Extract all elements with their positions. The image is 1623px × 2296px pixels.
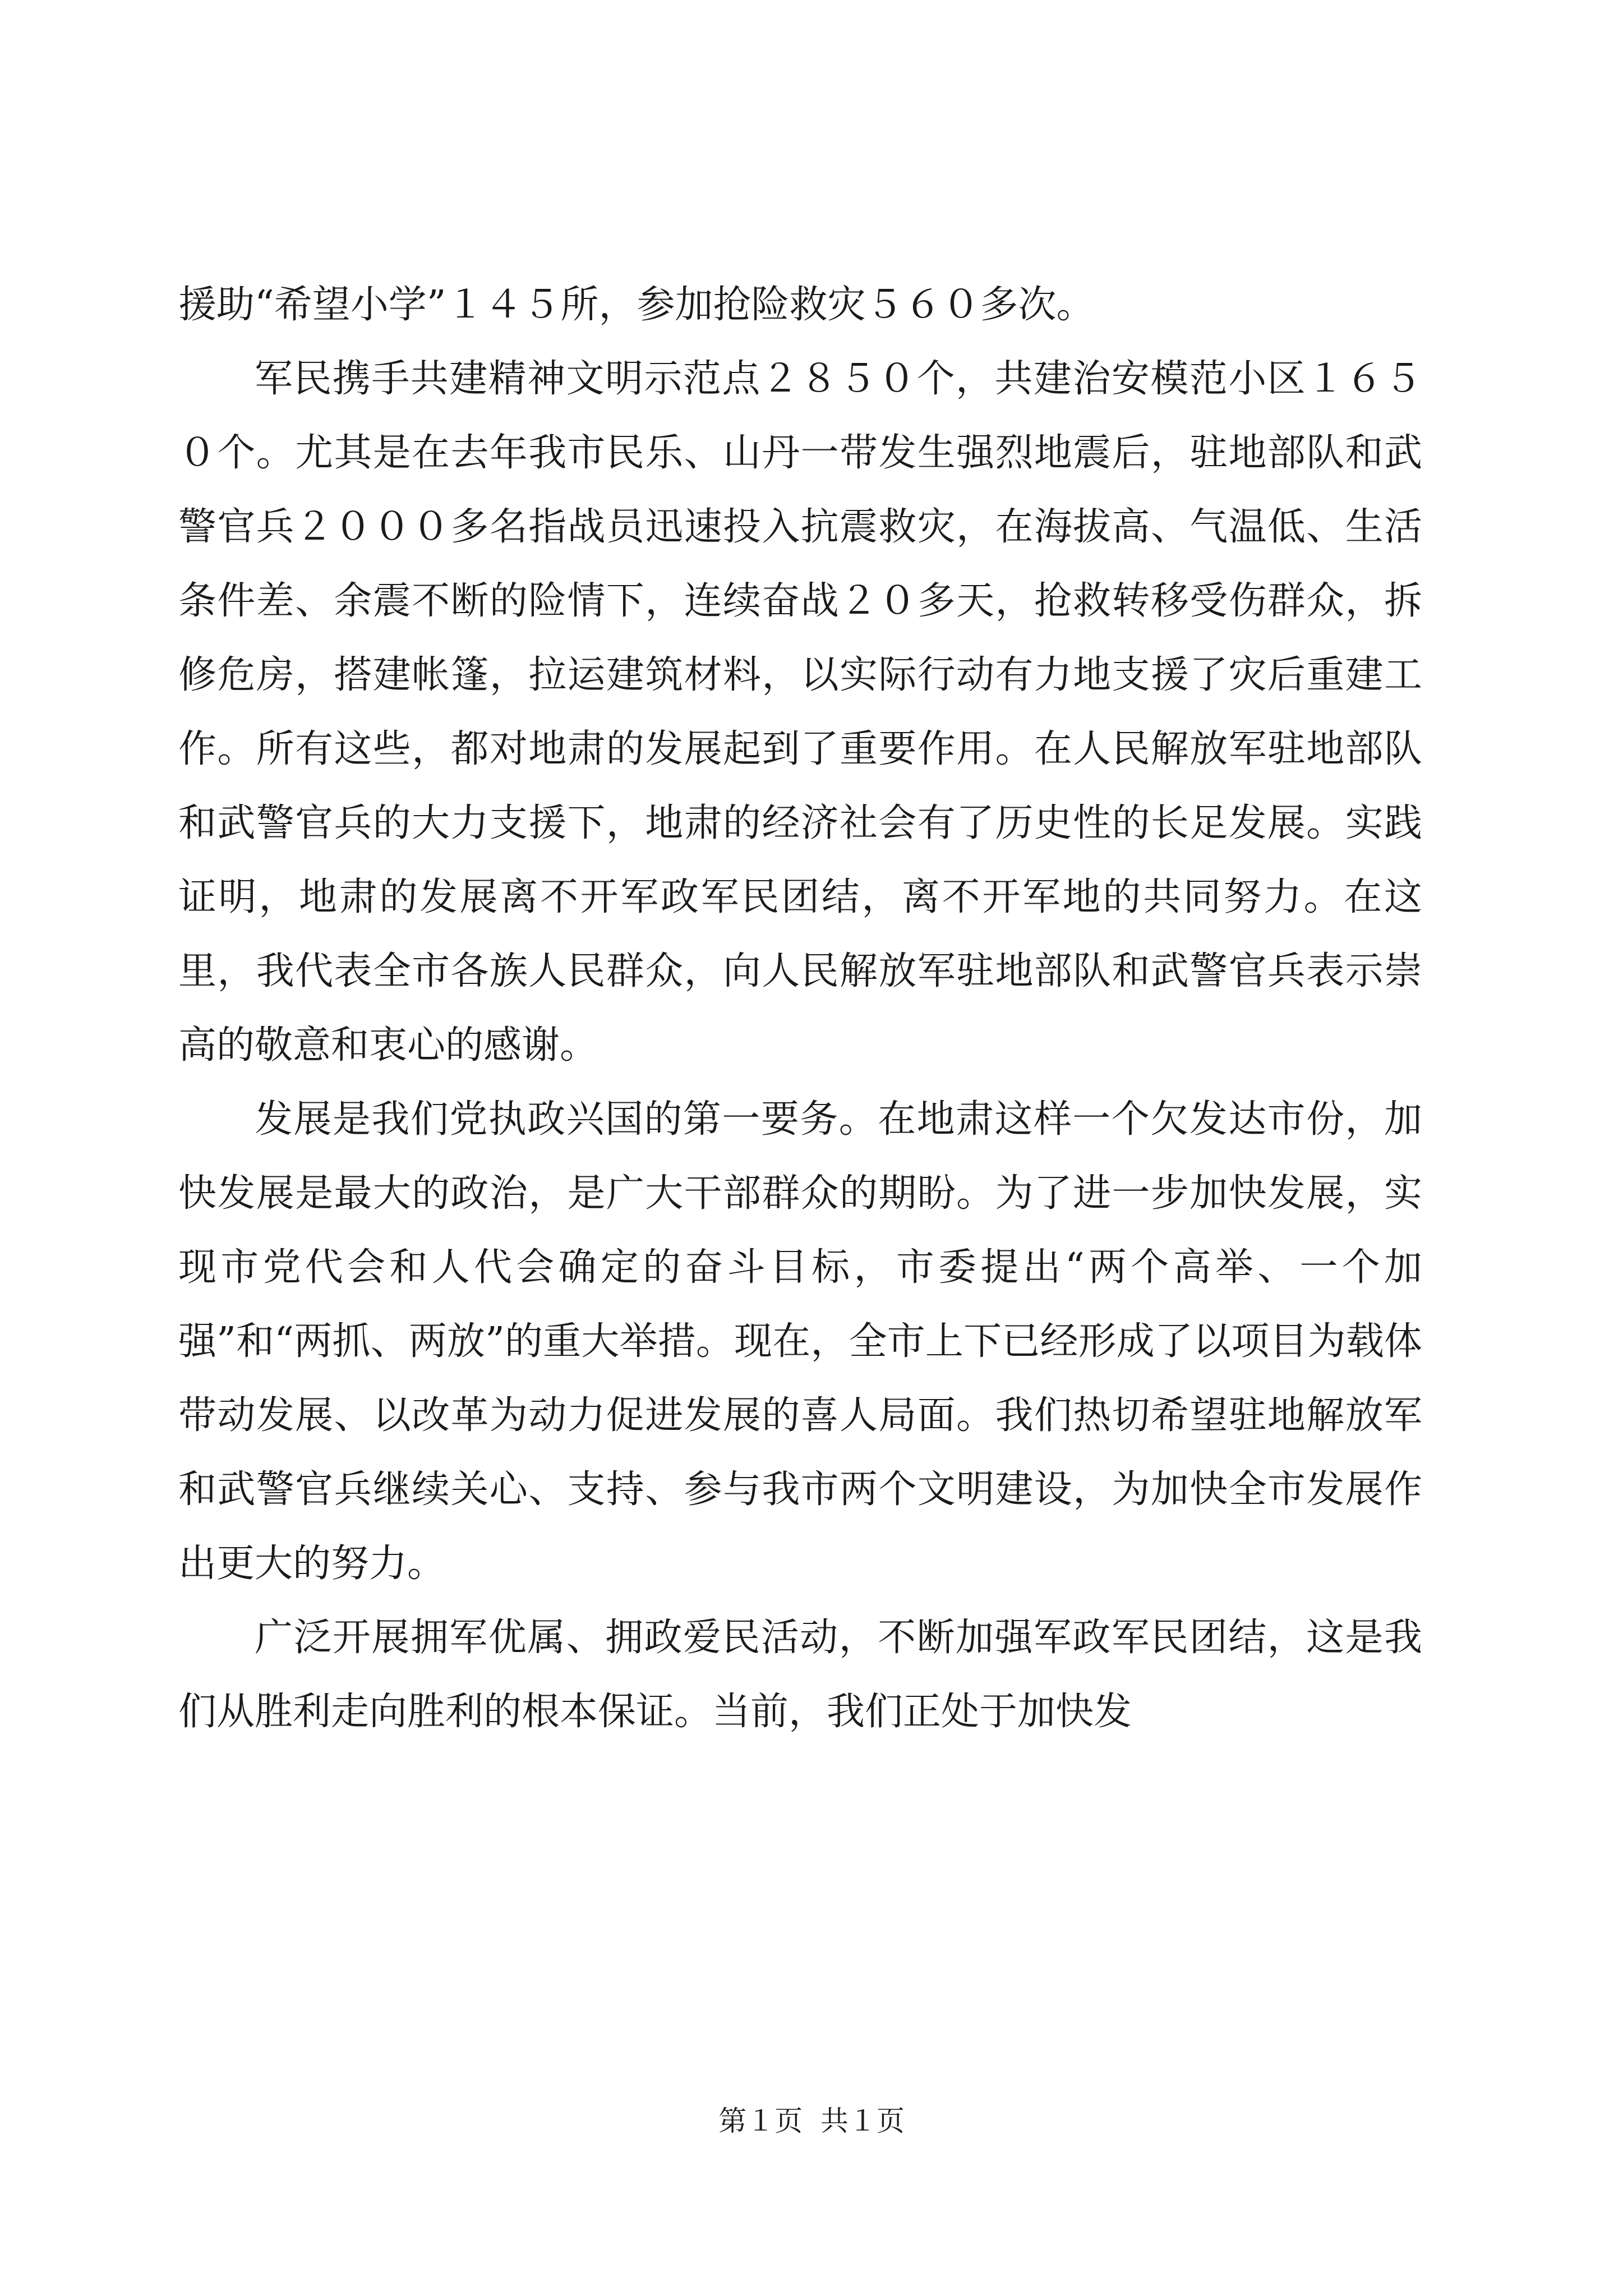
paragraph-3: 发展是我们党执政兴国的第一要务。在地肃这样一个欠发达市份，加快发展是最大的政治，是广大干部群众的期盼。为了进一步加快发展，实现市党代会和人代会确定的奋斗目标，市委提出“两个高举、一个加强”和“两抓、两放”的重大举措。现在，全市上下已经形成了以项目为载体带动发展、以改革为动力促进发展的喜人局面。我们热切希望驻地解放军和武警官兵继续关心、支持、参与我市两个文明建设，为加快全市发展作出更大的努力。 [178,1097,1422,1586]
paragraph-1: 援助“希望小学”１４５所，参加抢险救灾５６０多次。 [178,283,1095,327]
document-body [178,268,1422,1749]
page-footer: 第１页 共１页 [718,2105,905,2137]
paragraph-2: 军民携手共建精神文明示范点２８５０个，共建治安模范小区１６５０个。尤其是在去年我市民乐、山丹一带发生强烈地震后，驻地部队和武警官兵２０００多名指战员迅速投入抗震救灾，在海拔高、气温低、生活条件差、余震不断的险情下，连续奋战２０多天，抢救转移受伤群众，拆修危房，搭建帐篷，拉运建筑材料，以实际行动有力地支援了灾后重建工作。所有这些，都对地肃的发展起到了重要作用。在人民解放军驻地部队和武警官兵的大力支援下，地肃的经济社会有了历史性的长足发展。实践证明，地肃的发展离不开军政军民团结，离不开军地的共同努力。在这里，我代表全市各族人民群众，向人民解放军驻地部队和武警官兵表示崇高的敬意和衷心的感谢。 [178,357,1422,1068]
paragraph-4: 广泛开展拥军优属、拥政爱民活动，不断加强军政军民团结，这是我们从胜利走向胜利的根本保证。当前，我们正处于加快发 [178,1616,1422,1734]
